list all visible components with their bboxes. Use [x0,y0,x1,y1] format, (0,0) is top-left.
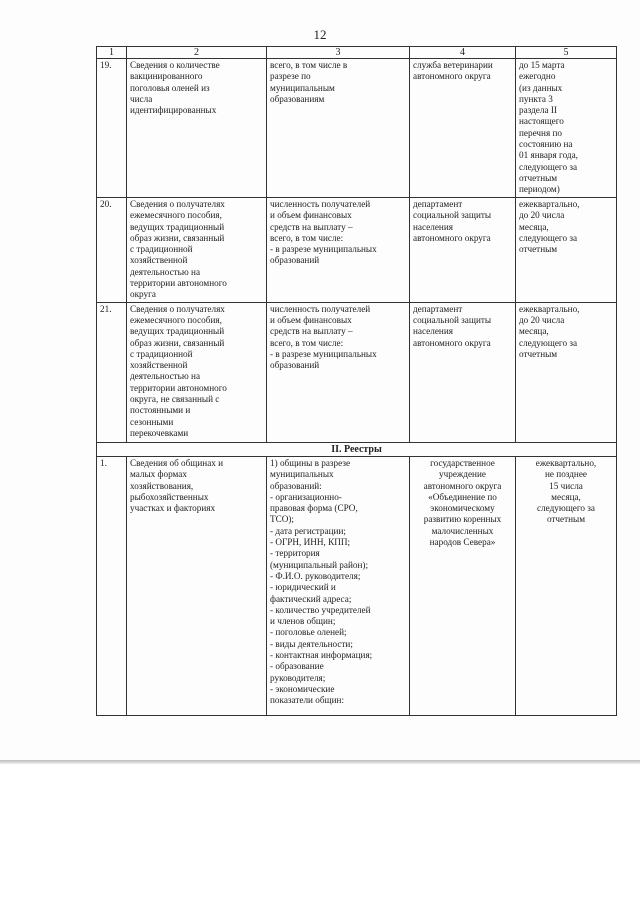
indicators-cell: всего, в том числе в разрезе по муниципальным образованиям [267,59,410,198]
table-row [97,198,617,303]
table-row [97,456,617,715]
row-number: 1. [97,456,127,715]
deadline-cell: ежеквартально, до 20 числа месяца, следующего за отчетным [516,302,617,442]
responsible-cell: департамент социальной защиты населения автономного округа [410,302,516,442]
row-number: 21. [97,302,127,442]
table-row [97,302,617,442]
info-name-cell: Сведения о количестве вакцинированного поголовья оленей из числа идентифицированных [127,59,267,198]
table-row [97,59,617,198]
info-name-cell: Сведения о получателях ежемесячного пособия, ведущих традиционный образ жизни, связанный с традиционной хозяйственной деятельностью на территории автономного округа [127,198,267,303]
column-header: 3 [267,47,410,59]
responsible-cell: государственное учреждение автономного округа «Объединение по экономическому развитию коренных малочисленных народов Севера» [410,456,516,715]
column-header: 1 [97,47,127,59]
row-number: 19. [97,59,127,198]
indicators-cell: численность получателей и объем финансовых средств на выплату – всего, в том числе: - в разрезе муниципальных образований [267,302,410,442]
scan-edge [0,760,640,764]
deadline-cell: ежеквартально, не позднее 15 числа месяца, следующего за отчетным [516,456,617,715]
table-header-row [97,47,617,59]
section-header-row [97,442,617,456]
indicators-cell: численность получателей и объем финансовых средств на выплату – всего, в том числе: - в разрезе муниципальных образований [267,198,410,303]
indicators-cell: 1) общины в разрезе муниципальных образований: - организационно- правовая форма (СРО, ТСО); - дата регистрации; - ОГРН, ИНН, КПП; - территория (муниципальный район); - Ф.И.О. руководителя; - юридический и фактический адреса; - количество учредителей и членов общин; - поголовье оленей; - виды деятельности; - контактная информация; - образование руководителя; - экономические показатели общин: [267,456,410,715]
page-number: 12 [313,27,327,42]
responsible-cell: департамент социальной защиты населения автономного округа [410,198,516,303]
column-header: 5 [516,47,617,59]
info-name-cell: Сведения о получателях ежемесячного пособия, ведущих традиционный образ жизни, связанный с традиционной хозяйственной деятельностью на территории автономного округа, не связанный с постоянными и сезонными перекочевками [127,302,267,442]
registry-table [96,46,617,716]
deadline-cell: ежеквартально, до 20 числа месяца, следующего за отчетным [516,198,617,303]
row-number: 20. [97,198,127,303]
responsible-cell: служба ветеринарии автономного округа [410,59,516,198]
column-header: 4 [410,47,516,59]
column-header: 2 [127,47,267,59]
deadline-cell: до 15 марта ежегодно (из данных пункта 3 раздела II настоящего перечня по состоянию на 01 января года, следующего за отчетным периодом) [516,59,617,198]
info-name-cell: Сведения об общинах и малых формах хозяйствования, рыбохозяйственных участках и факториях [127,456,267,715]
section-title: II. Реестры [97,442,617,456]
